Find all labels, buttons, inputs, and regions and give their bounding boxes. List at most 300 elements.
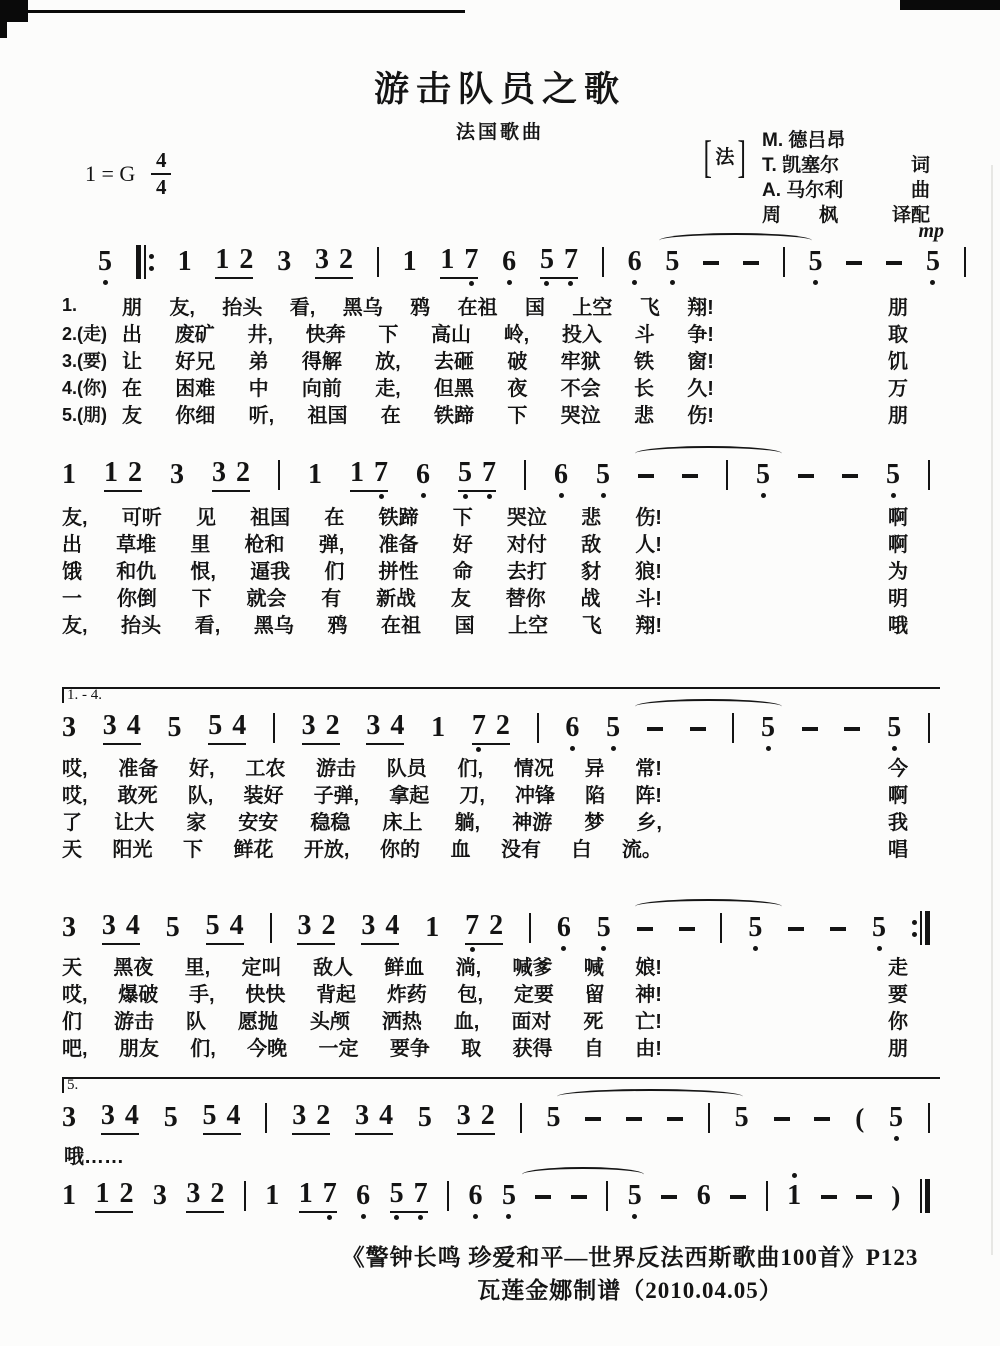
octave-dot-low bbox=[473, 1214, 478, 1219]
verse-label: 1. bbox=[62, 295, 78, 315]
lyric-syllable: 走, bbox=[375, 378, 401, 400]
octave-dot-low bbox=[394, 1215, 399, 1220]
note: 2 bbox=[128, 456, 142, 488]
duration-dash bbox=[703, 261, 719, 265]
beamed-notes bbox=[389, 1177, 428, 1213]
beamed-notes bbox=[104, 456, 142, 492]
octave-dot-low bbox=[476, 747, 481, 752]
lyric-tail-syllable: 要 bbox=[888, 984, 908, 1006]
duration-dash bbox=[626, 1117, 642, 1121]
duration-dash bbox=[774, 1117, 790, 1121]
note: 7 bbox=[464, 246, 478, 274]
lyric-syllable: 下 bbox=[182, 839, 203, 861]
music-line-4 bbox=[62, 908, 930, 948]
lyric-syllable: 弹, bbox=[318, 534, 345, 556]
lyric-syllable: 鲜血 bbox=[384, 957, 425, 979]
barline bbox=[606, 1181, 608, 1211]
lyric-row bbox=[62, 979, 930, 1006]
music-line-3 bbox=[62, 708, 930, 748]
lyric-syllable: 获得 bbox=[512, 1038, 553, 1060]
octave-dot-low bbox=[894, 1136, 899, 1141]
barline bbox=[244, 1181, 246, 1211]
lyric-line bbox=[62, 833, 662, 862]
duration-dash bbox=[842, 474, 858, 478]
octave-dot-low bbox=[103, 280, 108, 285]
lyric-syllable: 没有 bbox=[500, 839, 541, 861]
duration-dash bbox=[830, 927, 846, 931]
scan-artifact-top-line bbox=[0, 10, 465, 13]
lyric-syllable: 就会 bbox=[246, 588, 287, 610]
beamed-notes bbox=[101, 909, 140, 945]
beamed-notes bbox=[456, 1099, 495, 1135]
slur bbox=[557, 1089, 744, 1104]
note: 5 bbox=[208, 709, 223, 741]
octave-dot-low bbox=[753, 946, 758, 951]
lyric-syllable: 出 bbox=[122, 324, 142, 346]
lyric-syllable: 乡, bbox=[636, 812, 662, 834]
lyric-syllable: 要争 bbox=[389, 1038, 430, 1060]
lyric-syllable: 友, bbox=[62, 507, 88, 529]
note: 3 bbox=[62, 712, 76, 743]
barline bbox=[377, 247, 379, 277]
lyric-row bbox=[62, 1033, 930, 1060]
note: 6 bbox=[628, 248, 642, 276]
octave-dot-low bbox=[891, 493, 896, 498]
duration-dash bbox=[690, 727, 706, 731]
time-signature bbox=[151, 150, 171, 198]
lyric-row bbox=[62, 292, 930, 319]
duration-dash bbox=[571, 1195, 587, 1199]
lyric-syllable: 爆破 bbox=[118, 984, 159, 1006]
lyric-syllable: 阳光 bbox=[112, 839, 153, 861]
barline bbox=[726, 460, 728, 490]
lyric-row bbox=[62, 529, 930, 556]
slur bbox=[522, 1167, 644, 1182]
octave-dot-low bbox=[418, 1215, 423, 1220]
lyric-syllable: 包, bbox=[457, 984, 484, 1006]
beamed-notes bbox=[208, 709, 247, 745]
octave-dot-low bbox=[670, 280, 675, 285]
note: 5 bbox=[606, 714, 620, 742]
lyric-syllable: 队, bbox=[187, 785, 214, 807]
barline bbox=[928, 713, 930, 743]
note: 3 bbox=[102, 709, 117, 741]
octave-dot-low bbox=[469, 281, 474, 286]
note: 2 bbox=[325, 709, 340, 741]
note: 2 bbox=[338, 243, 353, 275]
lyric-syllable: 可听 bbox=[121, 507, 162, 529]
lyric-syllable: 在祖 bbox=[381, 615, 422, 637]
lyric-tail-syllable: 为 bbox=[888, 561, 908, 583]
lyrics-section-1 bbox=[62, 292, 930, 427]
lyric-syllable: 看, bbox=[194, 615, 221, 637]
note: 1 bbox=[62, 1180, 76, 1211]
lyric-row bbox=[62, 1006, 930, 1033]
lyric-row bbox=[62, 807, 930, 834]
note: 3 bbox=[297, 909, 312, 941]
repeat-dots bbox=[912, 920, 917, 937]
lyric-line bbox=[62, 582, 662, 611]
lyric-syllable: 向前 bbox=[301, 378, 342, 400]
beamed-notes bbox=[186, 1177, 225, 1213]
bracket-right: ] bbox=[737, 131, 747, 182]
lyric-syllable: 在 bbox=[380, 405, 401, 427]
lyric-row bbox=[62, 952, 930, 979]
lyric-syllable: 破 bbox=[507, 351, 528, 373]
beamed-notes bbox=[205, 909, 244, 945]
beamed-notes bbox=[212, 456, 250, 492]
duration-dash bbox=[637, 927, 653, 931]
lyric-syllable: 朋 bbox=[122, 297, 142, 319]
note: 3 bbox=[292, 1099, 307, 1131]
note: 5 bbox=[872, 914, 886, 942]
lyric-syllable: 冲锋 bbox=[515, 785, 556, 807]
lyric-syllable: 喊爹 bbox=[512, 957, 553, 979]
note: 1 bbox=[95, 1177, 110, 1209]
lyric-syllable: 吧, bbox=[62, 1038, 88, 1060]
lyric-syllable: 朋友 bbox=[118, 1038, 159, 1060]
note: 1 bbox=[440, 243, 455, 275]
lyric-syllable: 黑乌 bbox=[342, 297, 383, 319]
note: 3 bbox=[355, 1099, 370, 1131]
lyric-syllable: 伤! bbox=[635, 507, 662, 529]
note: 4 bbox=[124, 1099, 139, 1131]
note: 2 bbox=[495, 709, 510, 741]
note: 6 bbox=[696, 1180, 711, 1211]
lyric-syllable: 见 bbox=[195, 507, 216, 529]
lyric-syllable: 准备 bbox=[118, 758, 159, 780]
lyric-syllable: 友 bbox=[122, 405, 142, 427]
lyricist-1: M. 德吕昂 bbox=[762, 130, 846, 151]
note: 7 bbox=[472, 712, 486, 740]
lyric-syllable: 拼性 bbox=[378, 561, 419, 583]
thick-bar bbox=[136, 245, 141, 279]
note: 3 bbox=[456, 1099, 471, 1131]
lyric-syllable: 黑乌 bbox=[253, 615, 294, 637]
lyric-syllable: 高山 bbox=[431, 324, 471, 346]
lyric-syllable: 抬头 bbox=[121, 615, 162, 637]
beamed-notes bbox=[458, 456, 496, 492]
note: 7 bbox=[323, 1180, 337, 1208]
barline bbox=[732, 713, 734, 743]
lyric-syllable: 下 bbox=[191, 588, 212, 610]
lyric-syllable: 下 bbox=[378, 324, 399, 346]
repeat-dot bbox=[912, 920, 917, 925]
barline bbox=[270, 913, 272, 943]
lyric-syllable: 弟 bbox=[248, 351, 269, 373]
lyric-syllable: 上空 bbox=[572, 297, 613, 319]
lyric-syllable: 鲜花 bbox=[233, 839, 274, 861]
lyric-tail-syllable: 万 bbox=[888, 378, 908, 400]
lyric-syllable: 异 bbox=[584, 758, 605, 780]
note: 2 bbox=[236, 456, 250, 488]
note: 5 bbox=[417, 1102, 432, 1133]
lyric-syllable: 让 bbox=[122, 351, 142, 373]
octave-dot-low bbox=[559, 493, 564, 498]
lyric-syllable: 恨, bbox=[190, 561, 216, 583]
lyric-tail-syllable: 啊 bbox=[888, 785, 908, 807]
lyric-syllable: 敌人 bbox=[312, 957, 353, 979]
credit-row bbox=[762, 178, 930, 203]
thin-bar bbox=[920, 911, 922, 945]
note: 5 bbox=[734, 1102, 749, 1133]
lyric-syllable: 敢死 bbox=[117, 785, 158, 807]
lyric-syllable: 豺 bbox=[581, 561, 602, 583]
lyric-syllable: 流。 bbox=[621, 839, 662, 861]
note: 5 bbox=[502, 1182, 516, 1210]
lyric-syllable: 黑夜 bbox=[113, 957, 154, 979]
octave-dot-low bbox=[463, 494, 468, 499]
lyric-syllable: 和仇 bbox=[116, 561, 157, 583]
music-line-1 bbox=[62, 220, 966, 282]
lyric-line bbox=[122, 399, 714, 428]
composer: A. 马尔利 bbox=[762, 180, 844, 201]
lyric-syllable: 替你 bbox=[505, 588, 546, 610]
note: 1 bbox=[787, 1182, 801, 1210]
barline bbox=[708, 1103, 710, 1133]
lyric-syllable: 躺, bbox=[454, 812, 481, 834]
dynamic-mark: mp bbox=[918, 220, 944, 242]
lyric-line bbox=[122, 318, 714, 347]
lyric-syllable: 陷 bbox=[585, 785, 606, 807]
lyric-syllable: 下 bbox=[507, 405, 528, 427]
lyric-syllable: 人! bbox=[635, 534, 662, 556]
lyric-tail-syllable: 取 bbox=[888, 324, 908, 346]
lyric-syllable: 看, bbox=[289, 297, 316, 319]
volta-label: 5. bbox=[67, 1077, 79, 1093]
note: 5 bbox=[546, 1102, 561, 1133]
barline bbox=[766, 1181, 768, 1211]
note: 4 bbox=[232, 709, 247, 741]
lyric-row bbox=[62, 400, 930, 427]
lyric-syllable: 废矿 bbox=[174, 324, 215, 346]
lyric-syllable: 子弹, bbox=[313, 785, 360, 807]
repeat-dot bbox=[912, 932, 917, 937]
note: 4 bbox=[226, 1099, 241, 1131]
octave-dot-low bbox=[361, 1214, 366, 1219]
lyrics-section-3 bbox=[62, 753, 930, 861]
credit-row bbox=[762, 203, 930, 228]
lyric-syllable: 取 bbox=[461, 1038, 482, 1060]
octave-dot-low bbox=[379, 494, 384, 499]
lyric-syllable: 上空 bbox=[508, 615, 549, 637]
duration-dash bbox=[682, 474, 698, 478]
lyric-syllable: 留 bbox=[584, 984, 605, 1006]
barline bbox=[278, 460, 280, 490]
lyric-syllable: 背起 bbox=[316, 984, 357, 1006]
lyric-row bbox=[62, 834, 930, 861]
lyric-row bbox=[62, 556, 930, 583]
note: 3 bbox=[62, 1102, 76, 1133]
lyric-syllable: 里 bbox=[190, 534, 211, 556]
octave-dot-low bbox=[601, 493, 606, 498]
lyric-syllable: 命 bbox=[452, 561, 473, 583]
lyric-syllable: 们, bbox=[457, 758, 484, 780]
duration-dash bbox=[679, 927, 695, 931]
credit-role bbox=[884, 128, 930, 153]
lyric-syllable: 悲 bbox=[633, 405, 654, 427]
lyric-line bbox=[62, 501, 662, 530]
note: 7 bbox=[414, 1180, 428, 1208]
lyric-syllable: 抬头 bbox=[222, 297, 263, 319]
slur bbox=[659, 233, 813, 248]
lyric-syllable: 死 bbox=[583, 1011, 604, 1033]
octave-dot-low bbox=[766, 746, 771, 751]
duration-dash bbox=[661, 1195, 677, 1199]
scan-artifact-right-edge bbox=[991, 165, 993, 1255]
thick-bar bbox=[925, 911, 930, 945]
song-origin: 法国歌曲 bbox=[455, 122, 544, 143]
lyric-row bbox=[62, 502, 930, 529]
repeat-end bbox=[912, 911, 930, 945]
note: 5 bbox=[748, 914, 762, 942]
bracket-left: [ bbox=[703, 131, 712, 182]
note: 5 bbox=[163, 1102, 178, 1133]
duration-dash bbox=[886, 261, 902, 265]
note: 1 bbox=[402, 246, 417, 277]
beamed-notes bbox=[297, 909, 336, 945]
lyric-line bbox=[62, 951, 662, 980]
lyric-syllable: 刀, bbox=[459, 785, 485, 807]
repeat-begin bbox=[136, 245, 154, 279]
lyric-row bbox=[62, 780, 930, 807]
lyric-syllable: 好 bbox=[452, 534, 473, 556]
lyric-row bbox=[62, 610, 930, 637]
note: 1 bbox=[350, 456, 364, 488]
lyric-syllable: 神游 bbox=[512, 812, 553, 834]
footer-transcriber: 瓦莲金娜制谱（2010.04.05） bbox=[477, 1278, 783, 1303]
note: 5 bbox=[205, 909, 220, 941]
duration-dash bbox=[814, 1117, 830, 1121]
lyric-syllable: 夜 bbox=[507, 378, 528, 400]
octave-dot-low bbox=[568, 281, 573, 286]
lyric-syllable: 娘! bbox=[635, 957, 662, 979]
note: 1 bbox=[215, 243, 230, 275]
note: 1 bbox=[104, 456, 118, 488]
lyric-syllable: 游击 bbox=[316, 758, 357, 780]
duration-dash bbox=[788, 927, 804, 931]
thin-bar bbox=[920, 1179, 922, 1213]
barline bbox=[447, 1181, 449, 1211]
note: 7 bbox=[482, 459, 496, 487]
octave-dot-low bbox=[877, 946, 882, 951]
note: 5 bbox=[597, 914, 611, 942]
verse-label: 3.(要) bbox=[62, 350, 107, 371]
lyric-syllable: 面对 bbox=[511, 1011, 552, 1033]
lyric-syllable: 枪和 bbox=[244, 534, 285, 556]
beamed-notes bbox=[539, 243, 578, 279]
note: 2 bbox=[489, 909, 504, 941]
lyric-syllable: 亡! bbox=[635, 1011, 662, 1033]
octave-dot-low bbox=[930, 280, 935, 285]
duration-dash bbox=[844, 727, 860, 731]
lyric-syllable: 让大 bbox=[114, 812, 155, 834]
lyric-syllable: 洒热 bbox=[381, 1011, 422, 1033]
beamed-notes bbox=[301, 709, 340, 745]
note: 4 bbox=[379, 1099, 394, 1131]
lyric-syllable: 飞 bbox=[639, 297, 660, 319]
note: 5 bbox=[756, 461, 770, 489]
note: 3 bbox=[186, 1177, 201, 1209]
lyric-syllable: 游击 bbox=[113, 1011, 154, 1033]
lyric-syllable: 情况 bbox=[513, 758, 554, 780]
lyric-syllable: 喊 bbox=[583, 957, 604, 979]
lyric-syllable: 窗! bbox=[687, 351, 714, 373]
lyric-syllable: 去打 bbox=[506, 561, 547, 583]
lyric-syllable: 队 bbox=[185, 1011, 206, 1033]
credit-role: 译配 bbox=[891, 205, 930, 226]
note: 3 bbox=[100, 1099, 115, 1131]
lyric-syllable: 铁 bbox=[633, 351, 654, 373]
lyric-row bbox=[62, 319, 930, 346]
lyric-tail-syllable: 哦 bbox=[888, 615, 908, 637]
barline bbox=[964, 247, 966, 277]
note: 5 bbox=[596, 461, 610, 489]
lyric-syllable: 拿起 bbox=[389, 785, 430, 807]
note: 5 bbox=[202, 1099, 217, 1131]
note: 5 bbox=[167, 712, 182, 743]
coda-lyric: 哦…… bbox=[64, 1146, 124, 1168]
lyric-row bbox=[62, 346, 930, 373]
lyric-syllable: 哎, bbox=[62, 984, 88, 1006]
octave-dot-high bbox=[792, 1173, 797, 1178]
duration-dash bbox=[585, 1117, 601, 1121]
beamed-notes bbox=[314, 243, 353, 279]
repeat-dots bbox=[149, 254, 154, 271]
lyric-syllable: 安安 bbox=[238, 812, 279, 834]
lyric-line bbox=[122, 345, 714, 374]
barline bbox=[537, 713, 539, 743]
note: 5 bbox=[98, 248, 112, 276]
note: 1 bbox=[298, 1177, 313, 1209]
lyric-syllable: 狼! bbox=[635, 561, 662, 583]
octave-dot-low bbox=[611, 746, 616, 751]
lyric-line bbox=[62, 752, 662, 781]
note: 1 bbox=[177, 246, 192, 277]
lyric-syllable: 血, bbox=[453, 1011, 480, 1033]
lyric-syllable: 得解 bbox=[301, 351, 342, 373]
lyric-line bbox=[62, 528, 662, 557]
note: 3 bbox=[314, 243, 329, 275]
lyric-syllable: 快快 bbox=[245, 984, 286, 1006]
duration-dash bbox=[638, 474, 654, 478]
lyric-syllable: 新战 bbox=[376, 588, 417, 610]
lyric-syllable: 铁蹄 bbox=[378, 507, 419, 529]
beamed-notes bbox=[350, 456, 388, 492]
lyric-line bbox=[62, 1005, 662, 1034]
note: 2 bbox=[316, 1099, 331, 1131]
lyric-syllable: 你倒 bbox=[116, 588, 157, 610]
lyric-line bbox=[62, 555, 662, 584]
note: 5 bbox=[886, 461, 900, 489]
volta-bracket-5 bbox=[62, 1077, 940, 1093]
lyric-syllable: 炸药 bbox=[386, 984, 427, 1006]
lyric-syllable: 一 bbox=[62, 588, 82, 610]
lyric-syllable: 井, bbox=[247, 324, 273, 346]
lyric-syllable: 翔! bbox=[635, 615, 662, 637]
lyric-syllable: 悲 bbox=[581, 507, 602, 529]
note: 5 bbox=[926, 248, 940, 276]
beamed-notes bbox=[440, 243, 479, 279]
octave-dot-low bbox=[813, 280, 818, 285]
lyric-tail-syllable: 啊 bbox=[888, 507, 908, 529]
barline bbox=[928, 1103, 930, 1133]
lyric-syllable: 里, bbox=[184, 957, 211, 979]
note: 3 bbox=[361, 909, 376, 941]
note: 5 bbox=[628, 1182, 642, 1210]
lyric-syllable: 你细 bbox=[175, 405, 216, 427]
barline bbox=[524, 460, 526, 490]
